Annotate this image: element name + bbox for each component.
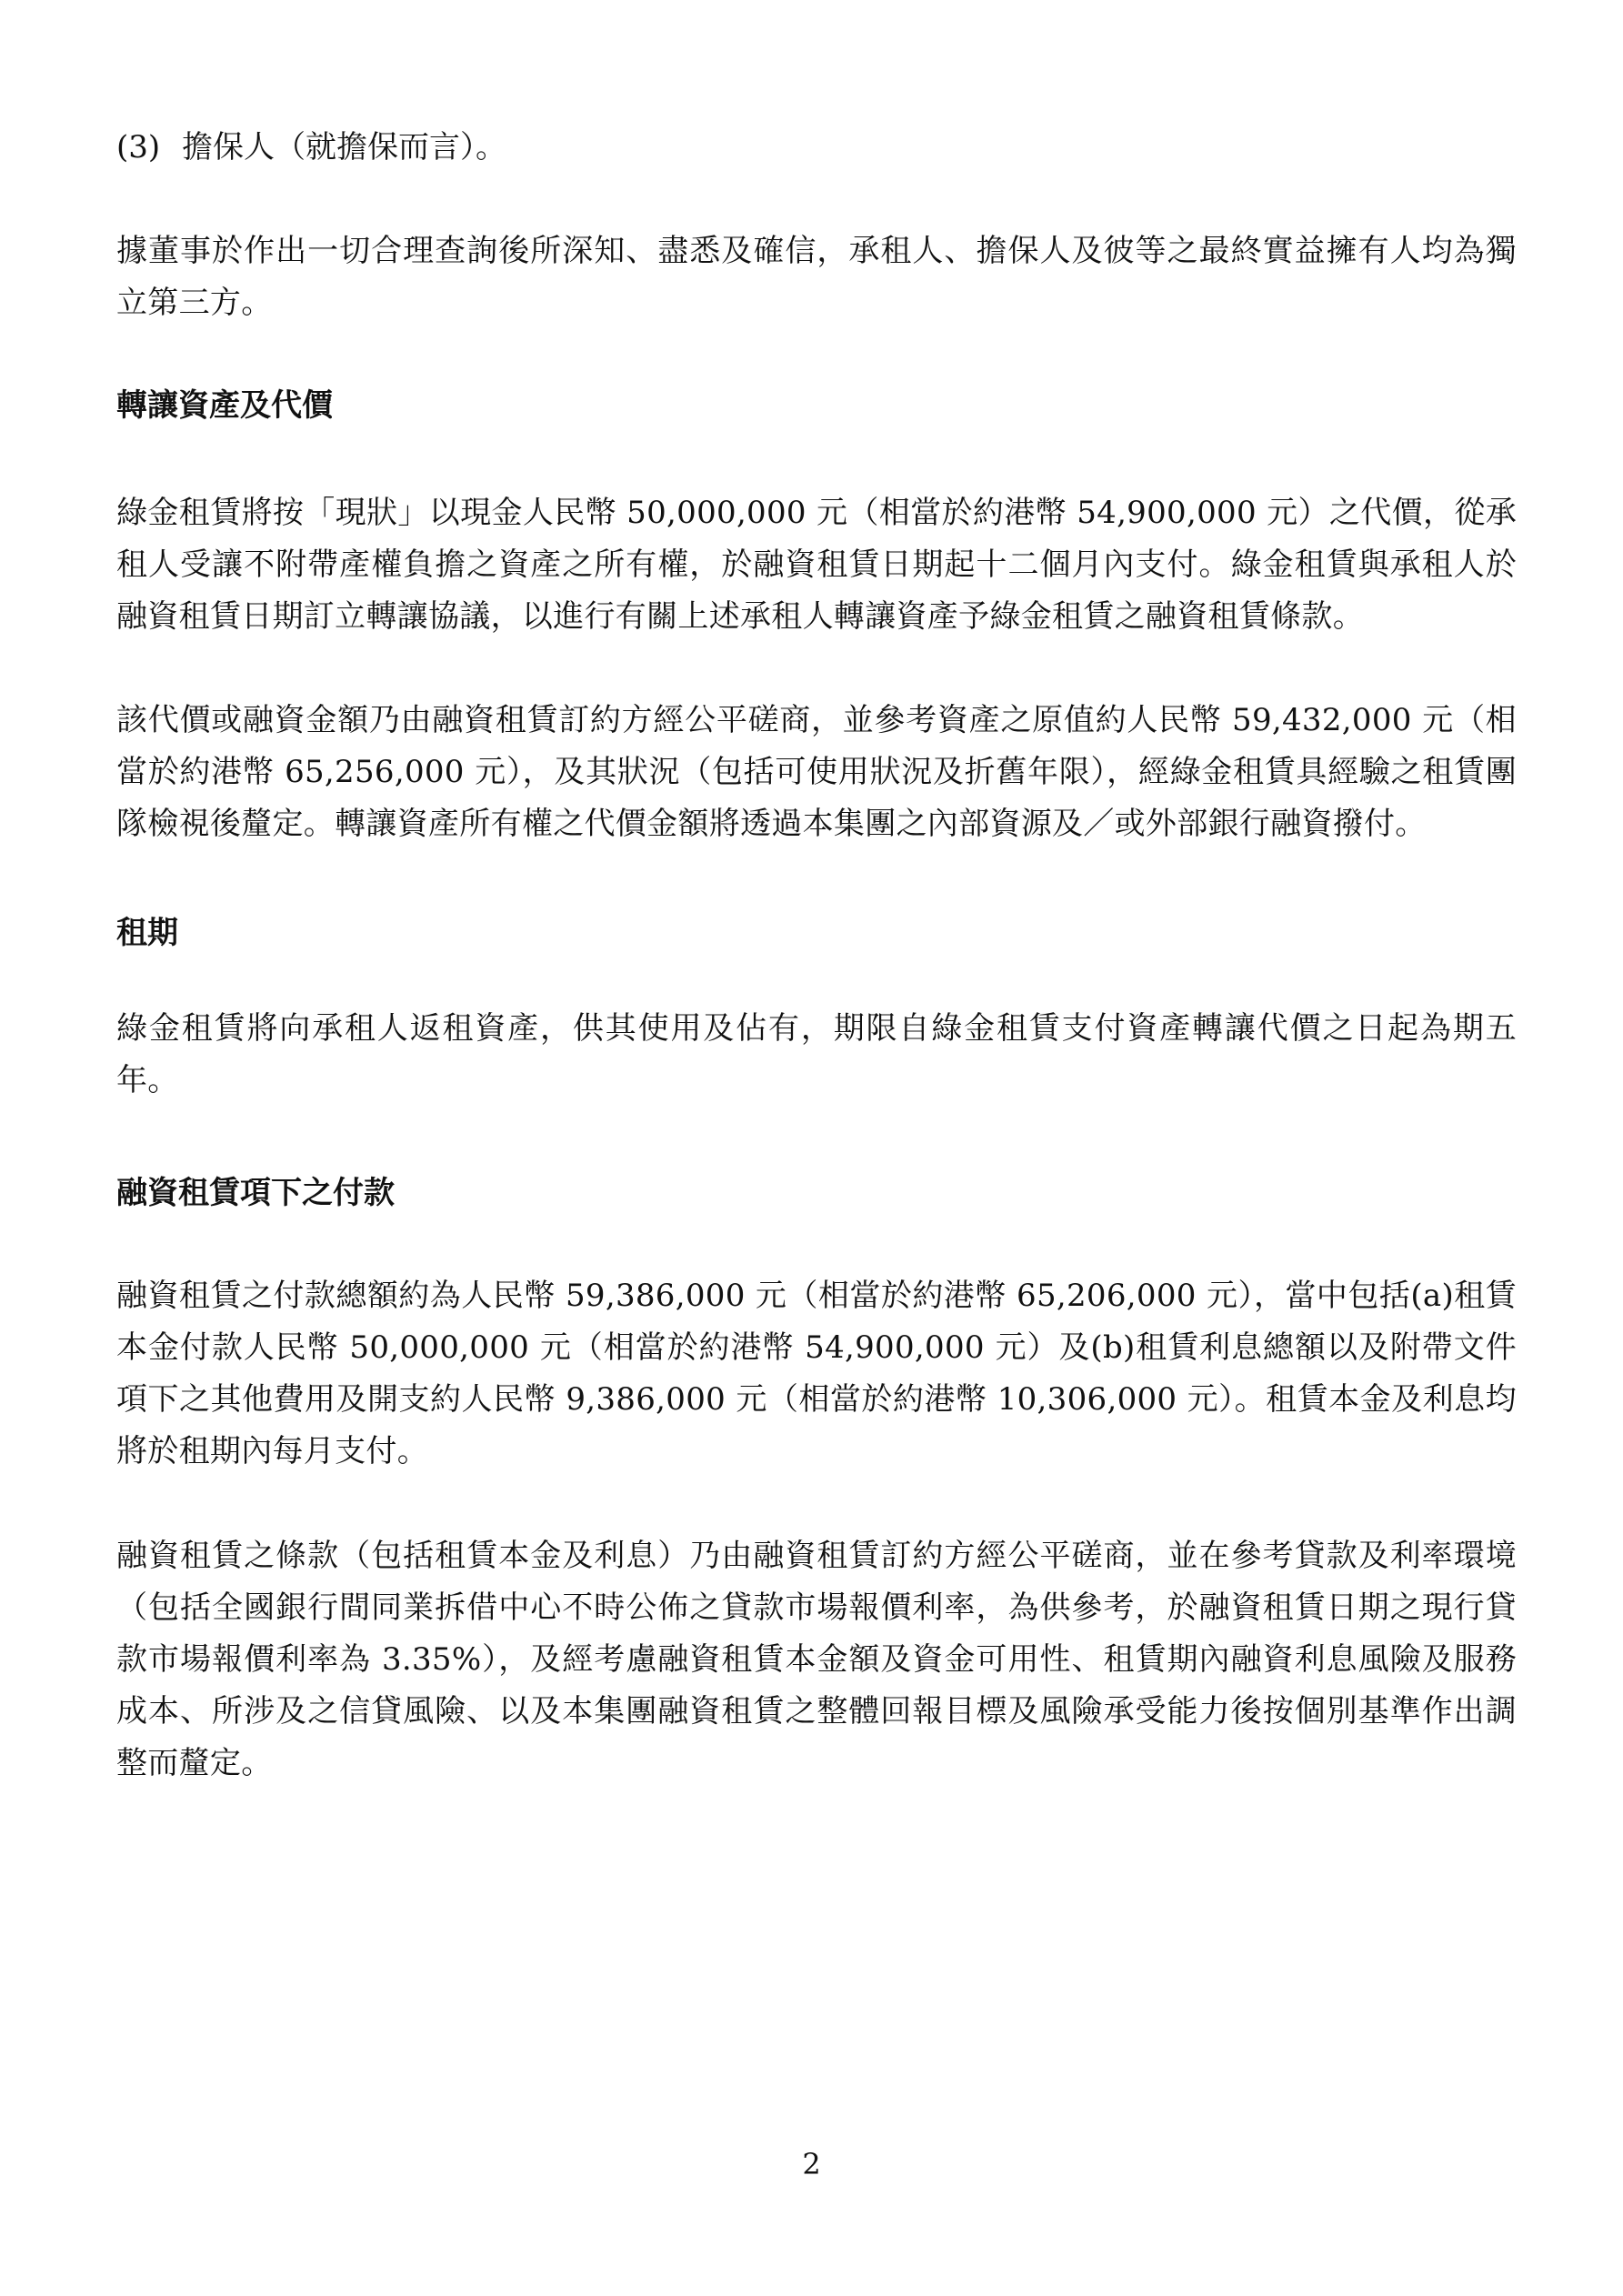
- payments-paragraph-2: 融資租賃之條款（包括租賃本金及利息）乃由融資租賃訂約方經公平磋商，並在參考貸款及利率環境（包括全國銀行間同業拆借中心不時公佈之貸款市場報價利率，為供參考，於融資租賃日期之現行貸款市場報價利率為 3.35%），及經考慮融資租賃本金額及資金可用性、租賃期內融資利息風險及服務成本、所涉及之信貸風險、以及本集團融資租賃之整體回報目標及風險承受能力後按個別基準作出調整而釐定。: [116, 1538, 1517, 1781]
- term-paragraph: 綠金租賃將向承租人返租資產，供其使用及佔有，期限自綠金租賃支付資產轉讓代價之日起為期五年。: [116, 1010, 1517, 1098]
- page-number: 2: [802, 2147, 821, 2181]
- list-item-text: 擔保人（就擔保而言）。: [182, 129, 506, 165]
- transfer-paragraph-2: 該代價或融資金額乃由融資租賃訂約方經公平磋商，並參考資產之原值約人民幣 59,432,000 元（相當於約港幣 65,256,000 元），及其狀況（包括可使用狀況及折舊年限），經綠金租賃具經驗之租賃團隊檢視後釐定。轉讓資產所有權之代價金額將透過本集團之內部資源及／或外部銀行融資撥付。: [116, 702, 1517, 842]
- list-item-number: (3): [116, 129, 161, 165]
- transfer-paragraph-1: 綠金租賃將按「現狀」以現金人民幣 50,000,000 元（相當於約港幣 54,900,000 元）之代價，從承租人受讓不附帶產權負擔之資產之所有權，於融資租賃日期起十二個月內支付。綠金租賃與承租人於融資租賃日期訂立轉讓協議，以進行有關上述承租人轉讓資產予綠金租賃之融資租賃條款。: [116, 495, 1517, 635]
- transfer-heading: 轉讓資產及代價: [116, 387, 333, 424]
- payments-heading: 融資租賃項下之付款: [116, 1175, 395, 1211]
- payments-paragraph-1: 融資租賃之付款總額約為人民幣 59,386,000 元（相當於約港幣 65,206,000 元），當中包括(a)租賃本金付款人民幣 50,000,000 元（相當於約港幣 54,900,000 元）及(b)租賃利息總額以及附帶文件項下之其他費用及開支約人民幣 9,386,000 元（相當於約港幣 10,306,000 元）。租賃本金及利息均將於租期內每月支付。: [116, 1278, 1517, 1469]
- independence-paragraph: 據董事於作出一切合理查詢後所深知、盡悉及確信，承租人、擔保人及彼等之最終實益擁有人均為獨立第三方。: [116, 233, 1517, 321]
- term-heading: 租期: [116, 915, 178, 951]
- guarantor-list-item: [116, 127, 1517, 167]
